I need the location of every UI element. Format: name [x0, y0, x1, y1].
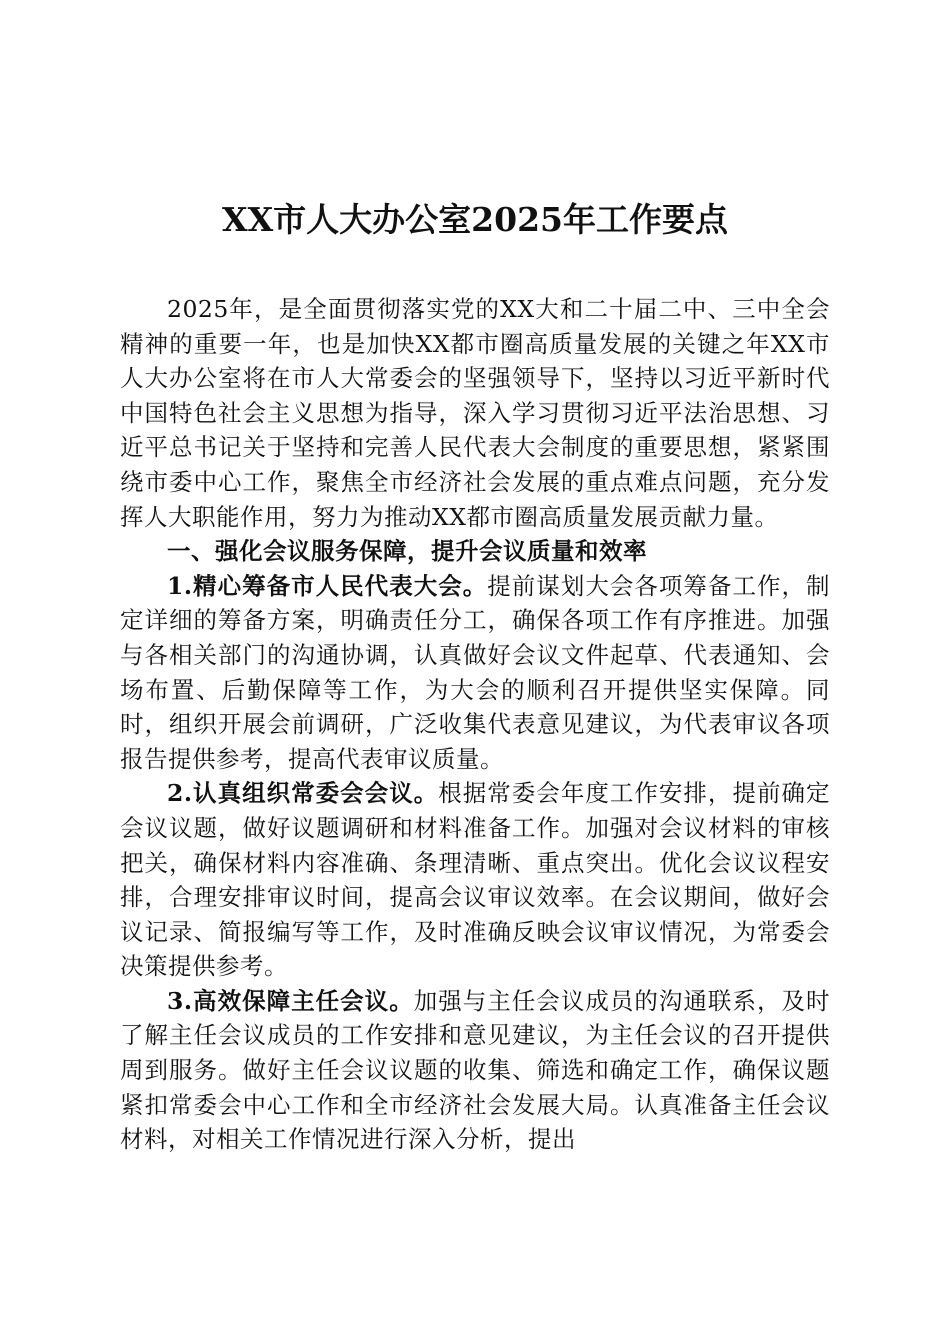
- item-paragraph: [120, 776, 830, 984]
- item-text: 提前谋划大会各项筹备工作，制定详细的筹备方案，明确责任分工，确保各项工作有序推进。加强与各相关部门的沟通协调，认真做好会议文件起草、代表通知、会场布置、后勤保障等工作，为大会的顺利召开提供坚实保障。同时，组织开展会前调研，广泛收集代表意见建议，为代表审议各项报告提供参考，提高代表审议质量。: [120, 571, 830, 773]
- item-title: 3.高效保障主任会议。: [167, 986, 414, 1015]
- item-text: 根据常委会年度工作安排，提前确定会议议题，做好议题调研和材料准备工作。加强对会议材料的审核把关，确保材料内容准确、条理清晰、重点突出。优化会议议程安排，合理安排审议时间，提高会议审议效率。在会议期间，做好会议记录、简报编写等工作，及时准确反映会议审议情况，为常委会决策提供参考。: [120, 779, 830, 981]
- item-title: 2.认真组织常委会会议。: [167, 779, 439, 808]
- document-body: [120, 292, 830, 1157]
- document-title: XX市人大办公室2025年工作要点: [221, 200, 729, 239]
- section-heading: 一、强化会议服务保障，提升会议质量和效率: [167, 537, 647, 566]
- item-text: 加强与主任会议成员的沟通联系，及时了解主任会议成员的工作安排和意见建议，为主任会议的召开提供周到服务。做好主任会议议题的收集、筛选和确定工作，确保议题紧扣常委会中心工作和全市经济社会发展大局。认真准备主任会议材料，对相关工作情况进行深入分析，提出: [120, 986, 830, 1154]
- item-paragraph: [120, 984, 830, 1157]
- item-title: 1.精心筹备市人民代表大会。: [167, 571, 488, 600]
- item-paragraph: [120, 569, 830, 777]
- intro-paragraph: 2025年，是全面贯彻落实党的XX大和二十届二中、三中全会精神的重要一年，也是加快XX都市圈高质量发展的关键之年XX市人大办公室将在市人大常委会的坚强领导下，坚持以习近平新时代中国特色社会主义思想为指导，深入学习贯彻习近平法治思想、习近平总书记关于坚持和完善人民代表大会制度的重要思想，紧紧围绕市委中心工作，聚焦全市经济社会发展的重点难点问题，充分发挥人大职能作用，努力为推动XX都市圈高质量发展贡献力量。: [120, 295, 830, 531]
